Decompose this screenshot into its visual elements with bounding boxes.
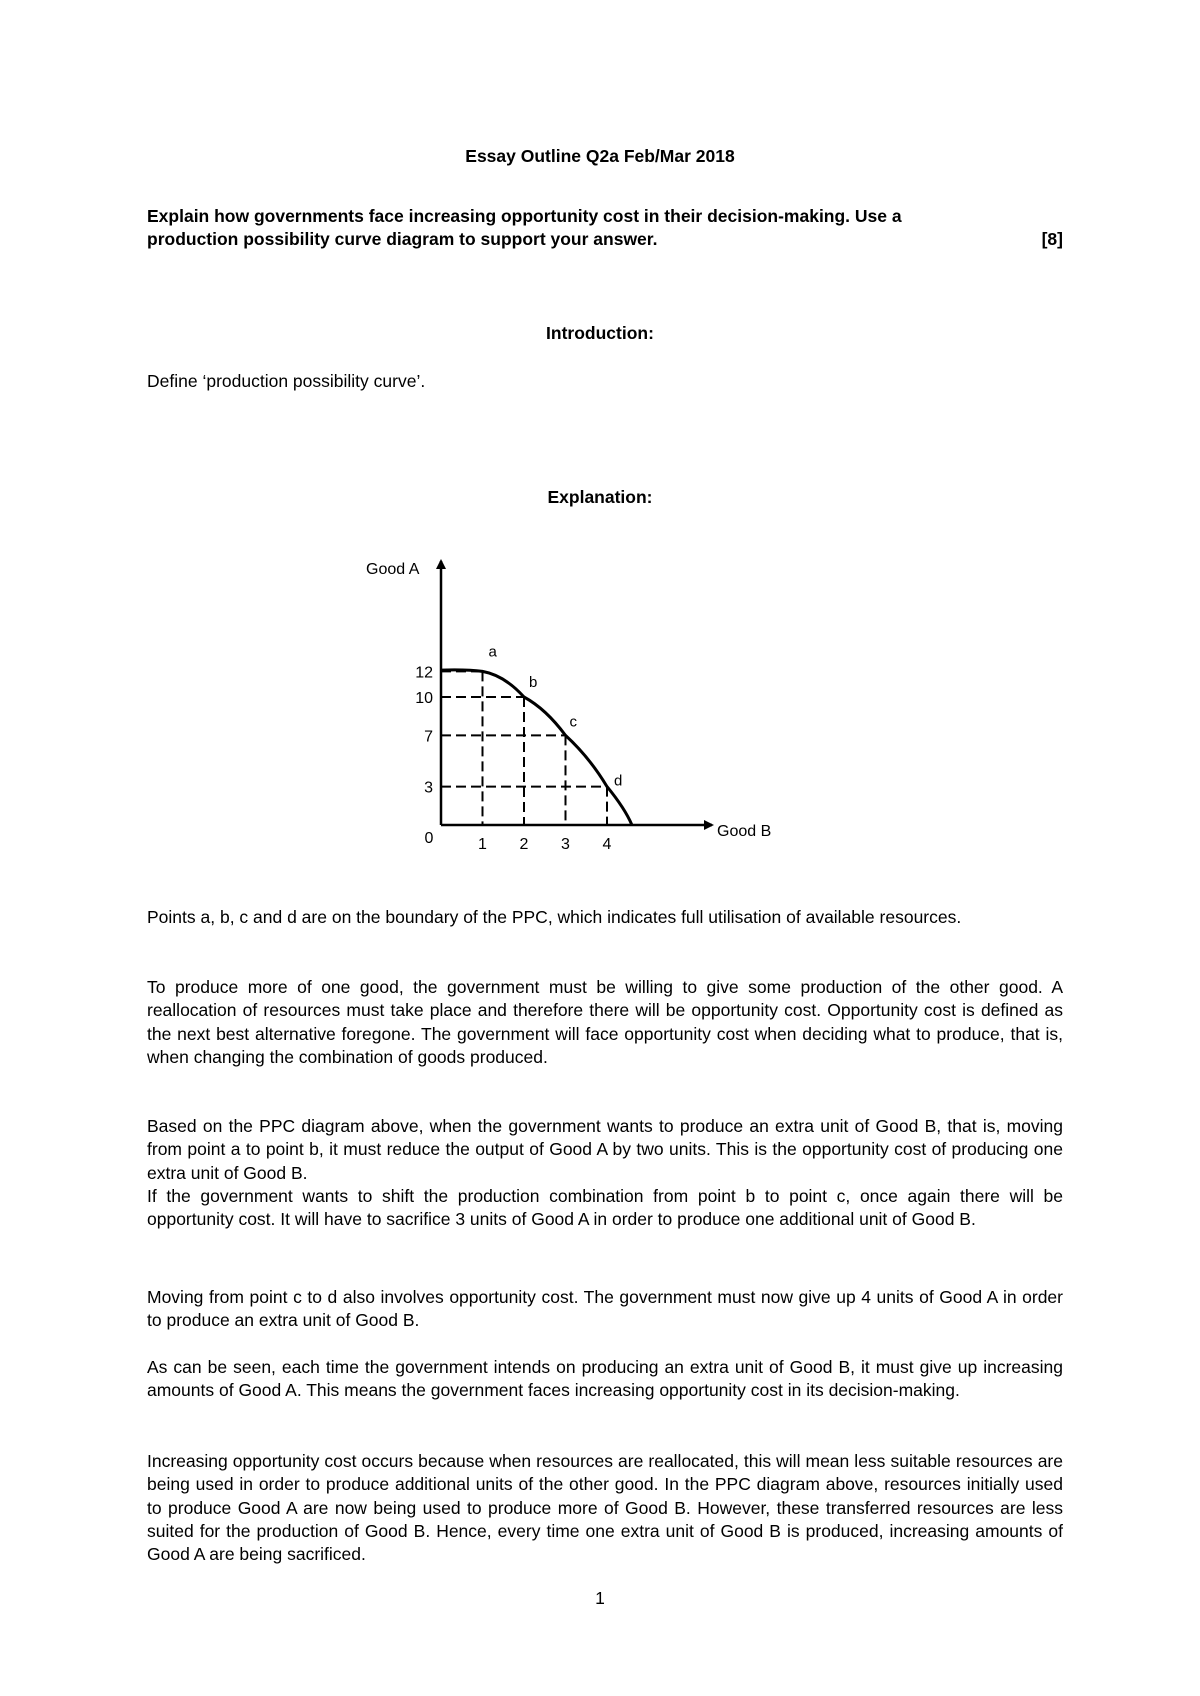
body-paragraph-6: As can be seen, each time the government intends on producing an extra unit of Good B, it must give up increasing amounts of Good A. This means the government faces increasing opportunity cost in its decision-making. <box>147 1357 1063 1401</box>
y-axis-label: Good A <box>366 561 420 578</box>
y-tick-label: 3 <box>424 779 433 797</box>
point-label-b: b <box>529 674 538 691</box>
x-tick-label: 3 <box>561 836 570 853</box>
x-axis-label: Good B <box>717 823 772 840</box>
ppc-curve <box>441 670 632 825</box>
introduction-text: Define ‘production possibility curve’. <box>147 371 426 391</box>
question-line-1: Explain how governments face increasing opportunity cost in their decision-making. Use a <box>147 206 902 226</box>
origin-label: 0 <box>424 830 434 847</box>
document-title: Essay Outline Q2a Feb/Mar 2018 <box>465 146 735 166</box>
point-label-d: d <box>614 772 623 790</box>
body-paragraph-7: Increasing opportunity cost occurs because when resources are reallocated, this will mean less suitable resources are being used in order to produce additional units of the other good. In the PPC diagram above, resources initially used to produce Good A are now being used to produce more of Good B. However, these transferred resources are less suited for the production of Good B. Hence, every time one extra unit of Good B is produced, increasing amounts of Good A are being sacrificed. <box>147 1451 1063 1565</box>
introduction-heading: Introduction: <box>546 323 654 343</box>
y-tick-label: 7 <box>424 728 433 746</box>
body-paragraph-5: Moving from point c to d also involves opportunity cost. The government must now give up 4 units of Good A in order to produce an extra unit of Good B. <box>147 1287 1063 1331</box>
explanation-heading: Explanation: <box>547 487 653 507</box>
point-label-a: a <box>488 643 497 661</box>
x-tick-label: 2 <box>519 836 529 853</box>
x-tick-label: 1 <box>478 836 487 853</box>
page-number: 1 <box>595 1588 605 1608</box>
question-marks: [8] <box>1041 229 1063 249</box>
body-paragraph-2: To produce more of one good, the government must be willing to give some production of the other good. A reallocation of resources must take place and therefore there will be opportunity cost. Opportunity cost is defined as the next best alternative foregone. The government will face opportunity cost when deciding what to produce, that is, when changing the combination of goods produced. <box>147 977 1063 1067</box>
y-tick-label: 10 <box>415 690 433 707</box>
body-paragraph-3: Based on the PPC diagram above, when the government wants to produce an extra unit of Good B, that is, moving from point a to point b, it must reduce the output of Good A by two units. This is the opportunity cost of producing one extra unit of Good B. <box>147 1116 1063 1183</box>
question-line-2: production possibility curve diagram to support your answer. <box>147 229 658 249</box>
x-tick-label: 4 <box>602 836 612 853</box>
y-tick-label: 12 <box>415 664 433 682</box>
point-label-c: c <box>569 713 577 731</box>
body-paragraph-1: Points a, b, c and d are on the boundary of the PPC, which indicates full utilisation of available resources. <box>147 907 962 927</box>
body-paragraph-4: If the government wants to shift the production combination from point b to point c, once again there will be opportunity cost. It will have to sacrifice 3 units of Good A in order to produce one additional unit of Good B. <box>147 1186 1063 1230</box>
